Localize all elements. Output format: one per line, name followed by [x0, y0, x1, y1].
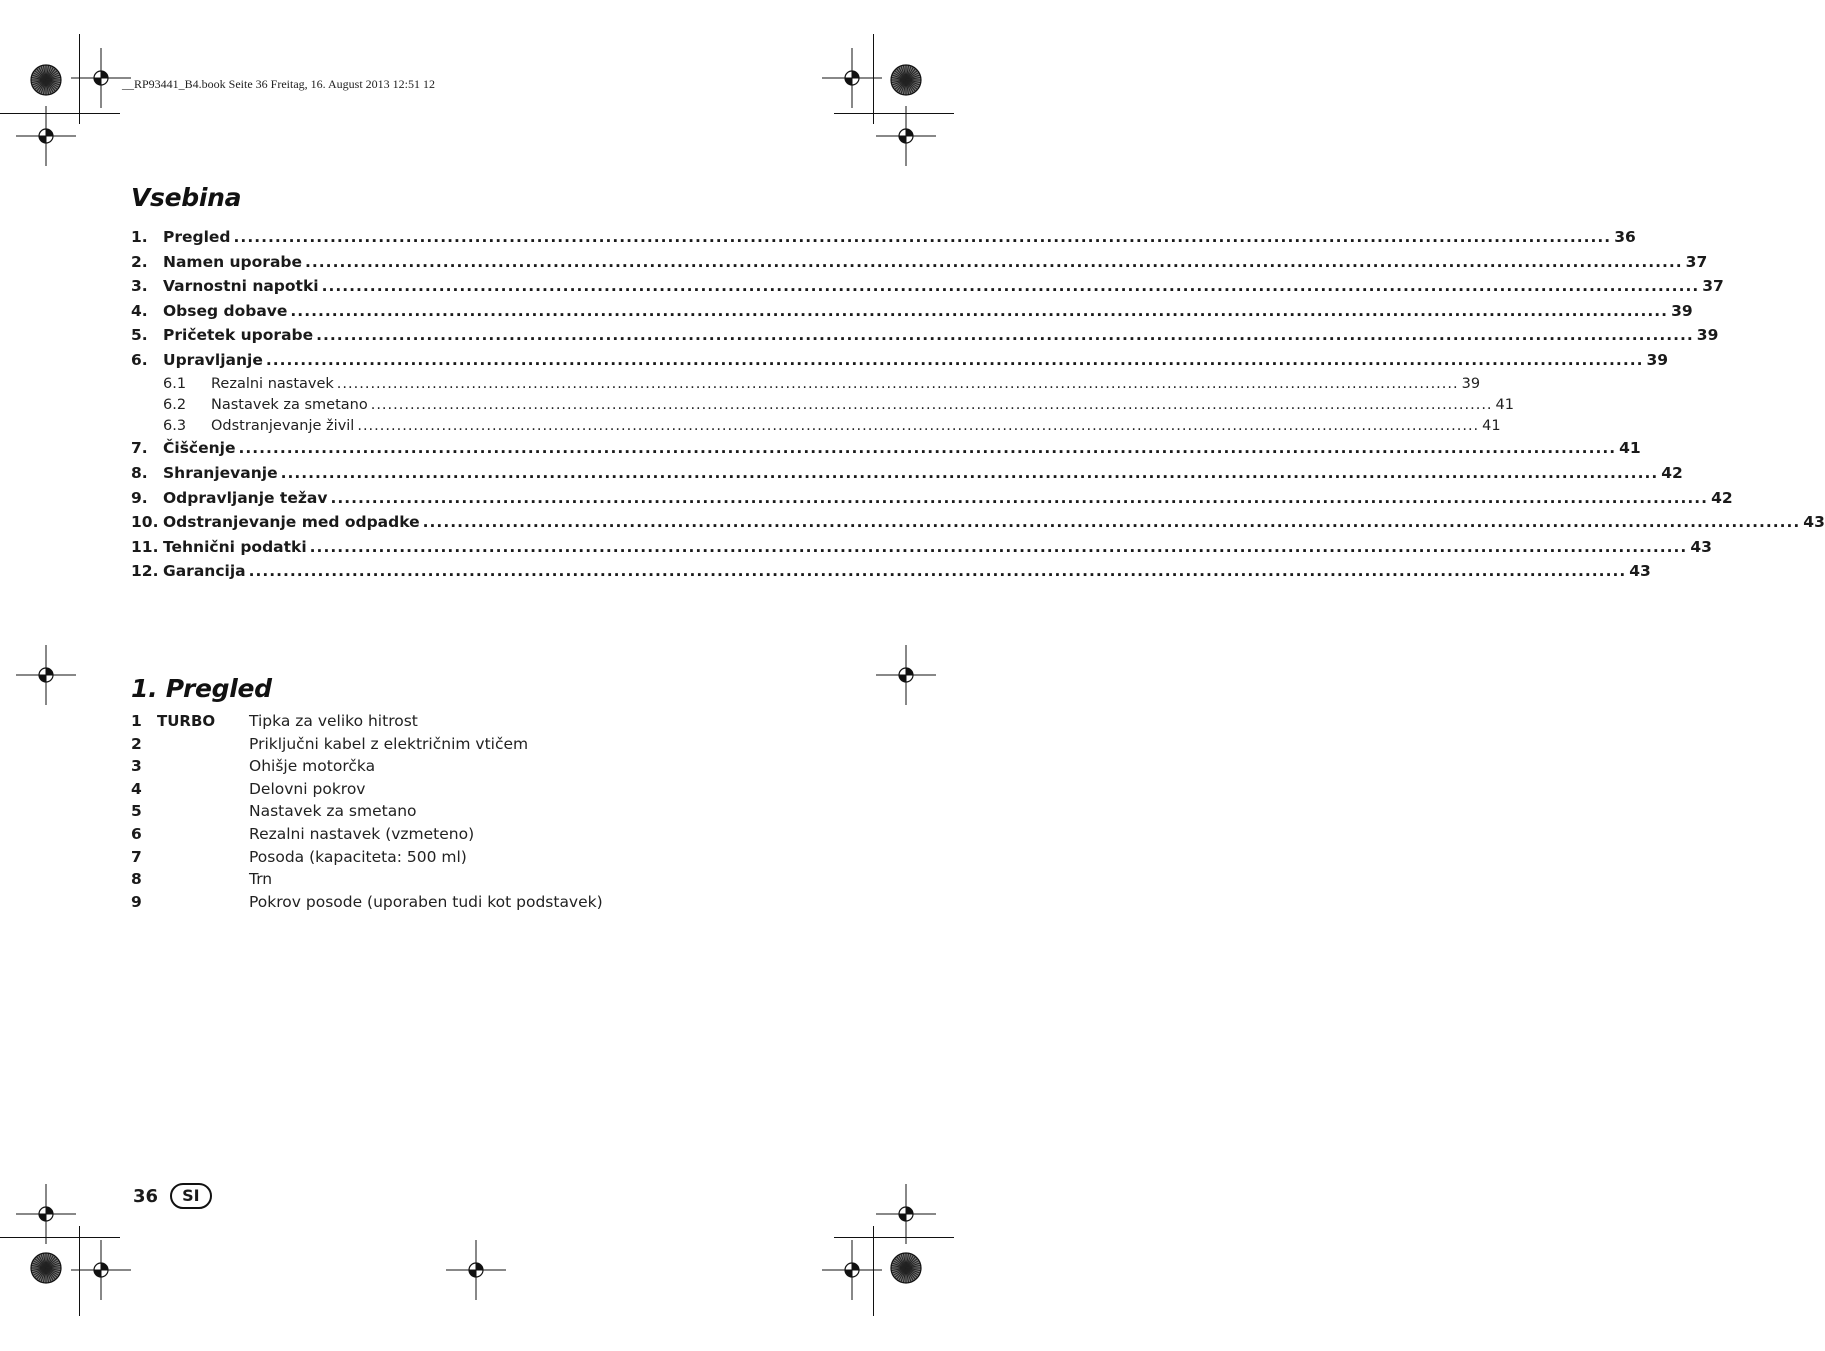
toc-entry-title: Garancija [163, 562, 246, 581]
language-badge: SI [170, 1183, 211, 1209]
crop-line [79, 1226, 80, 1316]
toc-entry-page: 39 [1696, 326, 1719, 345]
registration-mark-icon [446, 1240, 506, 1300]
toc-entry-number: 6.3 [163, 418, 187, 435]
registration-mark-icon [876, 645, 936, 705]
toc-entry-title: Tehnični podatki [163, 537, 307, 556]
toc-entry-page: 42 [1711, 488, 1733, 507]
toc-entry-title: Odpravljanje težav [163, 488, 328, 507]
registration-mark-icon [16, 645, 76, 705]
toc-leader-dots: ........................................................................................................................................................................................................ [357, 418, 1480, 435]
part-label: TURBO [157, 712, 216, 730]
toc-entry-title: Varnostni napotki [163, 277, 319, 296]
toc-entry [131, 396, 1514, 418]
color-target-icon [29, 1251, 63, 1285]
part-description: Tipka za veliko hitrost [249, 712, 418, 730]
toc-entry-page: 39 [1461, 375, 1481, 392]
print-header: __RP93441_B4.book Seite 36 Freitag, 16. August 2013 12:51 12 [122, 77, 436, 91]
toc-leader-dots: ........................................................................................................................................................................................................ [290, 301, 1669, 320]
toc-entry [131, 277, 1724, 302]
toc-entry [131, 375, 1481, 397]
toc-entry-page: 43 [1803, 513, 1825, 532]
toc-entry [131, 228, 1636, 253]
registration-mark-icon [16, 1184, 76, 1244]
crop-line [79, 34, 80, 124]
toc-entry [131, 350, 1669, 376]
toc-entry-page: 43 [1629, 562, 1651, 581]
part-description: Trn [249, 870, 273, 889]
registration-mark-icon [16, 106, 76, 166]
toc-entry-number: 1. [131, 228, 148, 246]
toc-entry-number: 4. [131, 301, 148, 320]
toc-leader-dots: ........................................................................................................................................................................................................ [330, 488, 1709, 507]
part-number: 4 [131, 779, 142, 798]
toc-entry-title: Odstranjevanje med odpadke [163, 513, 420, 532]
toc-entry-page: 37 [1702, 277, 1724, 296]
toc-entry [131, 537, 1712, 563]
toc-entry-title: Odstranjevanje živil [211, 418, 355, 435]
part-number: 2 [131, 734, 142, 753]
toc-entry-page: 37 [1685, 252, 1708, 271]
toc-leader-dots: ........................................................................................................................................................................................................ [336, 375, 1459, 392]
part-item [131, 780, 691, 803]
toc-leader-dots: ........................................................................................................................................................................................................ [233, 228, 1612, 246]
toc-entry-number: 3. [131, 277, 148, 296]
toc-entry [131, 488, 1733, 514]
part-item [131, 848, 691, 871]
toc-leader-dots: ........................................................................................................................................................................................................ [370, 396, 1493, 413]
part-number: 9 [131, 892, 142, 911]
part-item [131, 825, 691, 848]
color-target-icon [29, 63, 63, 97]
crop-line [834, 113, 954, 114]
toc-entry-page: 41 [1482, 418, 1501, 435]
part-description: Pokrov posode (uporaben tudi kot podstavek) [249, 892, 603, 911]
registration-mark-icon [876, 106, 936, 166]
registration-mark-icon [71, 48, 131, 108]
toc-entry [131, 301, 1693, 327]
toc-entry [131, 326, 1719, 351]
part-item [131, 735, 691, 758]
part-description: Rezalni nastavek (vzmeteno) [249, 824, 475, 843]
toc-entry-title: Namen uporabe [163, 252, 303, 271]
toc-leader-dots: ........................................................................................................................................................................................................ [265, 350, 1644, 369]
toc-leader-dots: ........................................................................................................................................................................................................ [309, 537, 1688, 556]
part-number: 8 [131, 870, 142, 889]
toc-entry-page: 39 [1671, 301, 1693, 320]
toc-leader-dots: ........................................................................................................................................................................................................ [305, 252, 1683, 271]
toc-entry-page: 39 [1646, 350, 1669, 369]
toc-entry-number: 6.2 [163, 396, 187, 413]
crop-line [873, 34, 874, 124]
part-item [131, 893, 691, 916]
part-description: Nastavek za smetano [249, 802, 417, 821]
toc-entry-number: 2. [131, 252, 148, 271]
toc-entry-number: 12. [131, 562, 159, 581]
toc-leader-dots: ........................................................................................................................................................................................................ [321, 277, 1700, 296]
color-target-icon [889, 63, 923, 97]
toc-entry-number: 9. [131, 488, 148, 507]
toc-entry-page: 41 [1495, 396, 1514, 413]
color-target-icon [889, 1251, 923, 1285]
toc-entry [131, 513, 1825, 538]
toc-entry-number: 7. [131, 439, 148, 458]
registration-mark-icon [71, 1240, 131, 1300]
toc-entry-title: Rezalni nastavek [211, 375, 334, 392]
page-number: 36 [133, 1185, 159, 1207]
toc-entry [131, 562, 1651, 587]
parts-list [131, 712, 691, 915]
toc-entry-page: 41 [1619, 439, 1641, 458]
overview-heading: 1. Pregled [131, 674, 272, 703]
toc-entry-number: 6.1 [163, 375, 187, 392]
toc-entry-title: Pričetek uporabe [163, 326, 314, 345]
registration-mark-icon [876, 1184, 936, 1244]
toc-entry-number: 5. [131, 326, 148, 345]
toc-heading: Vsebina [131, 183, 242, 212]
crop-line [0, 1237, 120, 1238]
part-number: 6 [131, 824, 142, 843]
toc-leader-dots: ........................................................................................................................................................................................................ [422, 513, 1801, 532]
part-number: 3 [131, 757, 142, 776]
toc-entry-page: 42 [1661, 464, 1683, 483]
toc-entry-title: Pregled [163, 228, 231, 246]
part-item [131, 757, 691, 780]
toc-entry-number: 10. [131, 513, 159, 532]
part-description: Delovni pokrov [249, 779, 366, 798]
toc-leader-dots: ........................................................................................................................................................................................................ [248, 562, 1627, 581]
toc-entry-title: Čiščenje [163, 439, 236, 458]
part-number: 7 [131, 847, 142, 866]
toc-entry-title: Nastavek za smetano [211, 396, 368, 413]
toc-entry-title: Obseg dobave [163, 301, 288, 320]
part-description: Priključni kabel z električnim vtičem [249, 734, 529, 753]
toc-entry-number: 11. [131, 537, 159, 556]
part-item [131, 712, 691, 735]
toc-entry-number: 6. [131, 350, 148, 369]
part-number: 5 [131, 802, 142, 821]
toc-entry-page: 43 [1690, 537, 1712, 556]
toc-entry [131, 464, 1683, 489]
toc-entry-title: Shranjevanje [163, 464, 278, 483]
toc-entry-page: 36 [1614, 228, 1636, 246]
toc-leader-dots: ........................................................................................................................................................................................................ [280, 464, 1659, 483]
toc-entry [131, 252, 1708, 278]
toc-leader-dots: ........................................................................................................................................................................................................ [238, 439, 1617, 458]
part-item [131, 870, 691, 893]
crop-line [0, 113, 120, 114]
part-description: Posoda (kapaciteta: 500 ml) [249, 847, 467, 866]
crop-line [873, 1226, 874, 1316]
crop-line [834, 1237, 954, 1238]
toc-entry-title: Upravljanje [163, 350, 263, 369]
table-of-contents [131, 228, 1825, 587]
part-item [131, 802, 691, 825]
part-number: 1 [131, 712, 142, 730]
page-footer [133, 1183, 212, 1209]
toc-entry-number: 8. [131, 464, 148, 483]
toc-entry [131, 418, 1501, 439]
toc-entry [131, 439, 1641, 464]
toc-leader-dots: ........................................................................................................................................................................................................ [316, 326, 1694, 345]
part-description: Ohišje motorčka [249, 757, 376, 776]
